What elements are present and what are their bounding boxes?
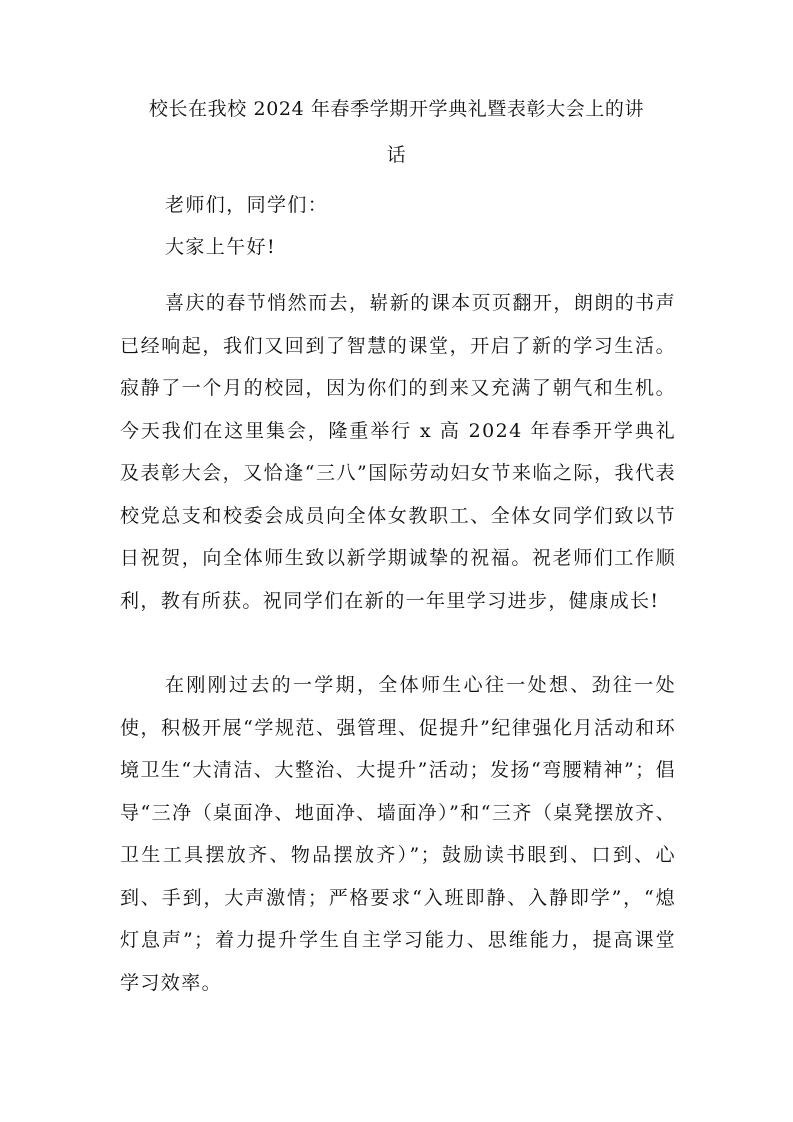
- document-title: 校长在我校 2024 年春季学期开学典礼暨表彰大会上的讲: [148, 98, 645, 120]
- salutation: 大家上午好!: [165, 236, 277, 258]
- paragraph-review: 在刚刚过去的一学期，全体师生心往一处想、劲往一处使，积极开展“学规范、强管理、促提升”纪律强化月活动和环境卫生“大清洁、大整治、大提升”活动；发扬“弯腰精神”；倡导“三净（桌面净、地面净、墙面净）”和“三齐（桌凳摆放齐、卫生工具摆放齐、物品摆放齐）”；鼓励读书眼到、口到、心到、手到，大声激情；严格要求“入班即静、入静即学”，“熄灯息声”；着力提升学生自主学习能力、思维能力，提高课堂学习效率。: [120, 674, 676, 994]
- document-title-continued: 话: [386, 144, 407, 166]
- greeting: 老师们，同学们：: [165, 194, 329, 216]
- paragraph-opening: 喜庆的春节悄然而去，崭新的课本页页翻开，朗朗的书声已经响起，我们又回到了智慧的课堂，开启了新的学习生活。寂静了一个月的校园，因为你们的到来又充满了朝气和生机。今天我们在这里集会，隆重举行 x 高 2024 年春季开学典礼及表彰大会，又恰逢“三八”国际劳动妇女节来临之际，我代表校党总支和校委会成员向全体女教职工、全体女同学们致以节日祝贺，向全体师生致以新学期诚挚的祝福。祝老师们工作顺利，教有所获。祝同学们在新的一年里学习进步，健康成长!: [120, 292, 676, 612]
